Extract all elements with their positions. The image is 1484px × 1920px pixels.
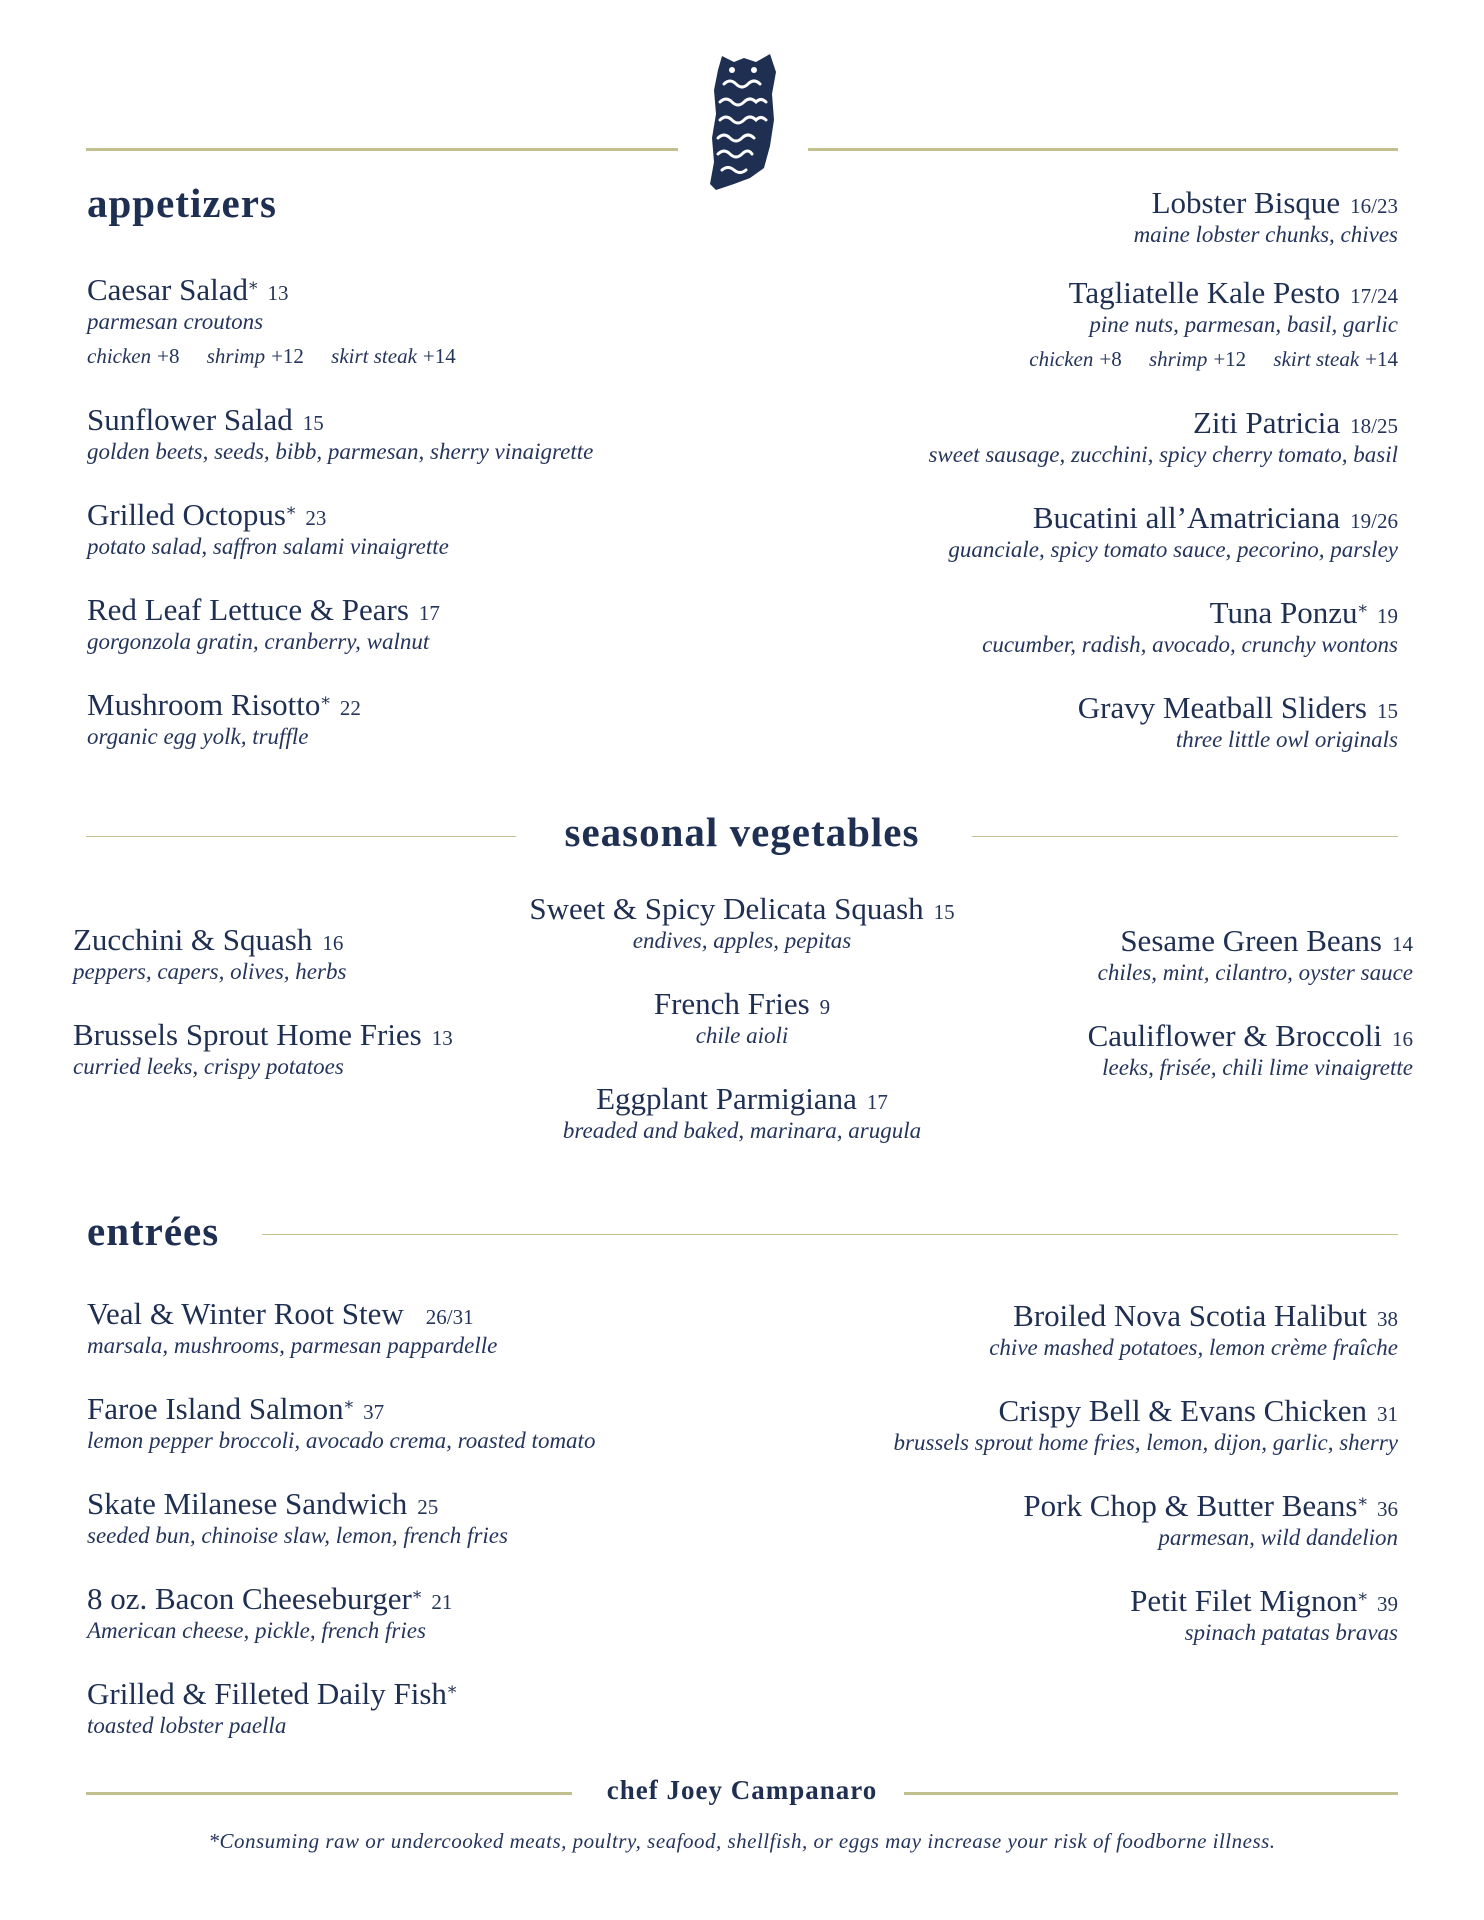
add-on-label: skirt steak	[331, 344, 417, 368]
add-on-list	[87, 341, 456, 371]
raw-warning-star: *	[1358, 1495, 1367, 1515]
menu-item-lobster-bisque	[1134, 186, 1398, 250]
raw-warning-star: *	[248, 279, 258, 299]
item-name: Grilled & Filleted Daily Fish	[87, 1676, 447, 1711]
item-name: Bucatini all’Amatriciana	[1032, 500, 1341, 535]
menu-item-caesar-salad	[87, 273, 456, 371]
vegetables-rule-right	[972, 836, 1398, 837]
item-price: 23	[305, 506, 327, 530]
item-name: Sweet & Spicy Delicata Squash	[529, 891, 924, 926]
menu-item-french-fries	[442, 987, 1042, 1051]
item-price: 25	[417, 1495, 439, 1519]
item-price: 19/26	[1350, 509, 1398, 533]
menu-item-brussels-sprout-home-fries	[73, 1018, 453, 1082]
item-description: endives, apples, pepitas	[632, 928, 852, 953]
item-name: Skate Milanese Sandwich	[87, 1486, 408, 1521]
add-on-shrimp	[1149, 347, 1246, 371]
menu-item-pork-chop-butter-beans	[1023, 1489, 1398, 1553]
add-on-chicken	[87, 344, 179, 368]
owl-logo-icon	[700, 50, 788, 192]
item-description: seeded bun, chinoise slaw, lemon, french fries	[87, 1523, 508, 1548]
raw-warning-star: *	[286, 504, 296, 524]
menu-item-bucatini-amatriciana	[948, 501, 1398, 565]
item-price: 16/23	[1350, 194, 1398, 218]
add-on-label: chicken	[1029, 347, 1094, 371]
item-description: leeks, frisée, chili lime vinaigrette	[1102, 1055, 1413, 1080]
item-name: Petit Filet Mignon	[1130, 1583, 1358, 1618]
item-description: organic egg yolk, truffle	[87, 724, 309, 749]
seasonal-vegetables-heading: seasonal vegetables	[564, 809, 920, 855]
item-description: parmesan croutons	[87, 309, 264, 334]
raw-warning-star: *	[344, 1398, 354, 1418]
item-price: 15	[933, 900, 955, 924]
item-name: French Fries	[653, 986, 810, 1021]
item-name: Cauliflower & Broccoli	[1087, 1018, 1382, 1053]
item-name: Sunflower Salad	[87, 402, 293, 437]
item-description: potato salad, saffron salami vinaigrette	[87, 534, 449, 559]
item-price: 13	[431, 1026, 453, 1050]
menu-item-cauliflower-broccoli	[1088, 1019, 1413, 1083]
food-safety-disclaimer: *Consuming raw or undercooked meats, poultry, seafood, shellfish, or eggs may increase your risk of foodborne illness.	[208, 1829, 1276, 1853]
item-description: American cheese, pickle, french fries	[87, 1618, 426, 1643]
menu-item-sesame-green-beans	[1098, 924, 1413, 988]
add-on-price: +12	[1213, 347, 1247, 371]
item-name: Crispy Bell & Evans Chicken	[998, 1393, 1367, 1428]
menu-item-bell-evans-chicken	[894, 1394, 1399, 1458]
item-description: curried leeks, crispy potatoes	[73, 1054, 344, 1079]
top-rule-right	[808, 148, 1398, 151]
raw-warning-star: *	[1358, 602, 1367, 622]
item-description: lemon pepper broccoli, avocado crema, roasted tomato	[87, 1428, 596, 1453]
chef-credit: chef Joey Campanaro	[606, 1775, 878, 1805]
item-name: Lobster Bisque	[1151, 185, 1341, 220]
raw-warning-star: *	[447, 1683, 457, 1703]
item-price: 14	[1392, 932, 1413, 956]
item-price: 15	[1377, 699, 1398, 723]
item-description: peppers, capers, olives, herbs	[73, 959, 347, 984]
item-description: marsala, mushrooms, parmesan pappardelle	[87, 1333, 498, 1358]
add-on-label: shrimp	[206, 344, 266, 368]
raw-warning-star: *	[321, 694, 330, 714]
menu-item-zucchini-squash	[73, 923, 346, 987]
menu-item-ziti-patricia	[928, 406, 1398, 470]
menu-item-tagliatelle-kale-pesto	[1029, 276, 1398, 374]
item-name: Broiled Nova Scotia Halibut	[1013, 1298, 1367, 1333]
item-description: brussels sprout home fries, lemon, dijon, garlic, sherry	[893, 1430, 1398, 1455]
item-price: 19	[1377, 604, 1398, 628]
menu-item-eggplant-parmigiana	[442, 1082, 1042, 1146]
menu-item-gravy-meatball-sliders	[1078, 691, 1398, 755]
item-name: Zucchini & Squash	[73, 922, 313, 957]
item-description: chive mashed potatoes, lemon crème fraîche	[989, 1335, 1398, 1360]
raw-warning-star: *	[412, 1588, 422, 1608]
item-description: sweet sausage, zucchini, spicy cherry tomato, basil	[928, 442, 1398, 467]
add-on-price: +14	[1365, 347, 1398, 371]
add-on-list	[1029, 344, 1398, 374]
item-name: Tuna Ponzu	[1209, 595, 1358, 630]
item-name: Red Leaf Lettuce & Pears	[87, 592, 409, 627]
item-price: 16	[322, 931, 344, 955]
item-name: 8 oz. Bacon Cheeseburger	[87, 1581, 412, 1616]
item-price: 21	[431, 1590, 453, 1614]
add-on-label: skirt steak	[1273, 347, 1360, 371]
item-name: Grilled Octopus	[87, 497, 286, 532]
item-price: 26/31	[425, 1305, 474, 1329]
entrees-rule	[262, 1234, 1398, 1235]
item-name: Gravy Meatball Sliders	[1077, 690, 1367, 725]
item-description: gorgonzola gratin, cranberry, walnut	[87, 629, 430, 654]
item-name: Sesame Green Beans	[1120, 923, 1382, 958]
add-on-label: chicken	[87, 344, 152, 368]
add-on-price: +8	[1099, 347, 1122, 371]
add-on-price: +8	[157, 344, 180, 368]
item-description: toasted lobster paella	[87, 1713, 287, 1738]
add-on-label: shrimp	[1148, 347, 1208, 371]
item-name: Faroe Island Salmon	[87, 1391, 344, 1426]
menu-item-petit-filet-mignon	[1130, 1584, 1398, 1648]
item-price: 39	[1377, 1592, 1398, 1616]
item-price: 38	[1377, 1307, 1398, 1331]
item-price: 9	[819, 995, 831, 1019]
item-description: spinach patatas bravas	[1184, 1620, 1398, 1645]
item-description: guanciale, spicy tomato sauce, pecorino, parsley	[948, 537, 1398, 562]
item-name: Pork Chop & Butter Beans	[1023, 1488, 1358, 1523]
item-description: maine lobster chunks, chives	[1133, 222, 1398, 247]
entrees-heading: entrées	[87, 1208, 220, 1254]
footer-rule-right	[904, 1792, 1398, 1795]
menu-item-faroe-island-salmon	[87, 1392, 595, 1456]
add-on-price: +14	[422, 344, 456, 368]
item-name: Veal & Winter Root Stew	[87, 1296, 404, 1331]
item-price: 17/24	[1350, 284, 1398, 308]
item-name: Eggplant Parmigiana	[596, 1081, 857, 1116]
item-description: cucumber, radish, avocado, crunchy wontons	[982, 632, 1398, 657]
menu-item-bacon-cheeseburger	[87, 1582, 452, 1646]
item-name: Tagliatelle Kale Pesto	[1068, 275, 1341, 310]
item-price: 31	[1377, 1402, 1398, 1426]
menu-item-mushroom-risotto	[87, 688, 361, 752]
add-on-price: +12	[271, 344, 304, 368]
add-on-skirt-steak	[1273, 347, 1398, 371]
item-price: 16	[1392, 1027, 1413, 1051]
item-description: parmesan, wild dandelion	[1158, 1525, 1398, 1550]
item-price: 37	[363, 1400, 385, 1424]
menu-item-grilled-octopus	[87, 498, 449, 562]
top-rule-left	[86, 148, 678, 151]
add-on-shrimp	[207, 344, 304, 368]
item-price: 17	[418, 601, 440, 625]
item-price: 13	[267, 281, 289, 305]
item-description: chile aioli	[695, 1023, 789, 1048]
item-description: breaded and baked, marinara, arugula	[562, 1118, 922, 1143]
add-on-skirt-steak	[331, 344, 456, 368]
item-price: 22	[339, 696, 361, 720]
item-name: Ziti Patricia	[1192, 405, 1341, 440]
item-price: 15	[302, 411, 324, 435]
menu-item-delicata-squash	[442, 892, 1042, 956]
item-name: Brussels Sprout Home Fries	[73, 1017, 422, 1052]
raw-warning-star: *	[1358, 1590, 1367, 1610]
item-name: Mushroom Risotto	[87, 687, 321, 722]
add-on-chicken	[1029, 347, 1121, 371]
item-price: 18/25	[1350, 414, 1398, 438]
item-price: 17	[866, 1090, 888, 1114]
menu-item-nova-scotia-halibut	[989, 1299, 1398, 1363]
menu-item-daily-fish	[87, 1677, 456, 1741]
appetizers-heading: appetizers	[87, 180, 277, 226]
menu-item-skate-milanese-sandwich	[87, 1487, 508, 1551]
item-price: 36	[1377, 1497, 1398, 1521]
menu-item-sunflower-salad	[87, 403, 593, 467]
menu-item-veal-winter-root-stew	[87, 1297, 497, 1361]
menu-item-tuna-ponzu	[982, 596, 1398, 660]
item-description: pine nuts, parmesan, basil, garlic	[1089, 312, 1398, 337]
item-description: chiles, mint, cilantro, oyster sauce	[1097, 960, 1413, 985]
item-description: three little owl originals	[1175, 727, 1398, 752]
menu-item-red-leaf-lettuce	[87, 593, 440, 657]
item-name: Caesar Salad	[87, 272, 248, 307]
item-description: golden beets, seeds, bibb, parmesan, sherry vinaigrette	[87, 439, 594, 464]
